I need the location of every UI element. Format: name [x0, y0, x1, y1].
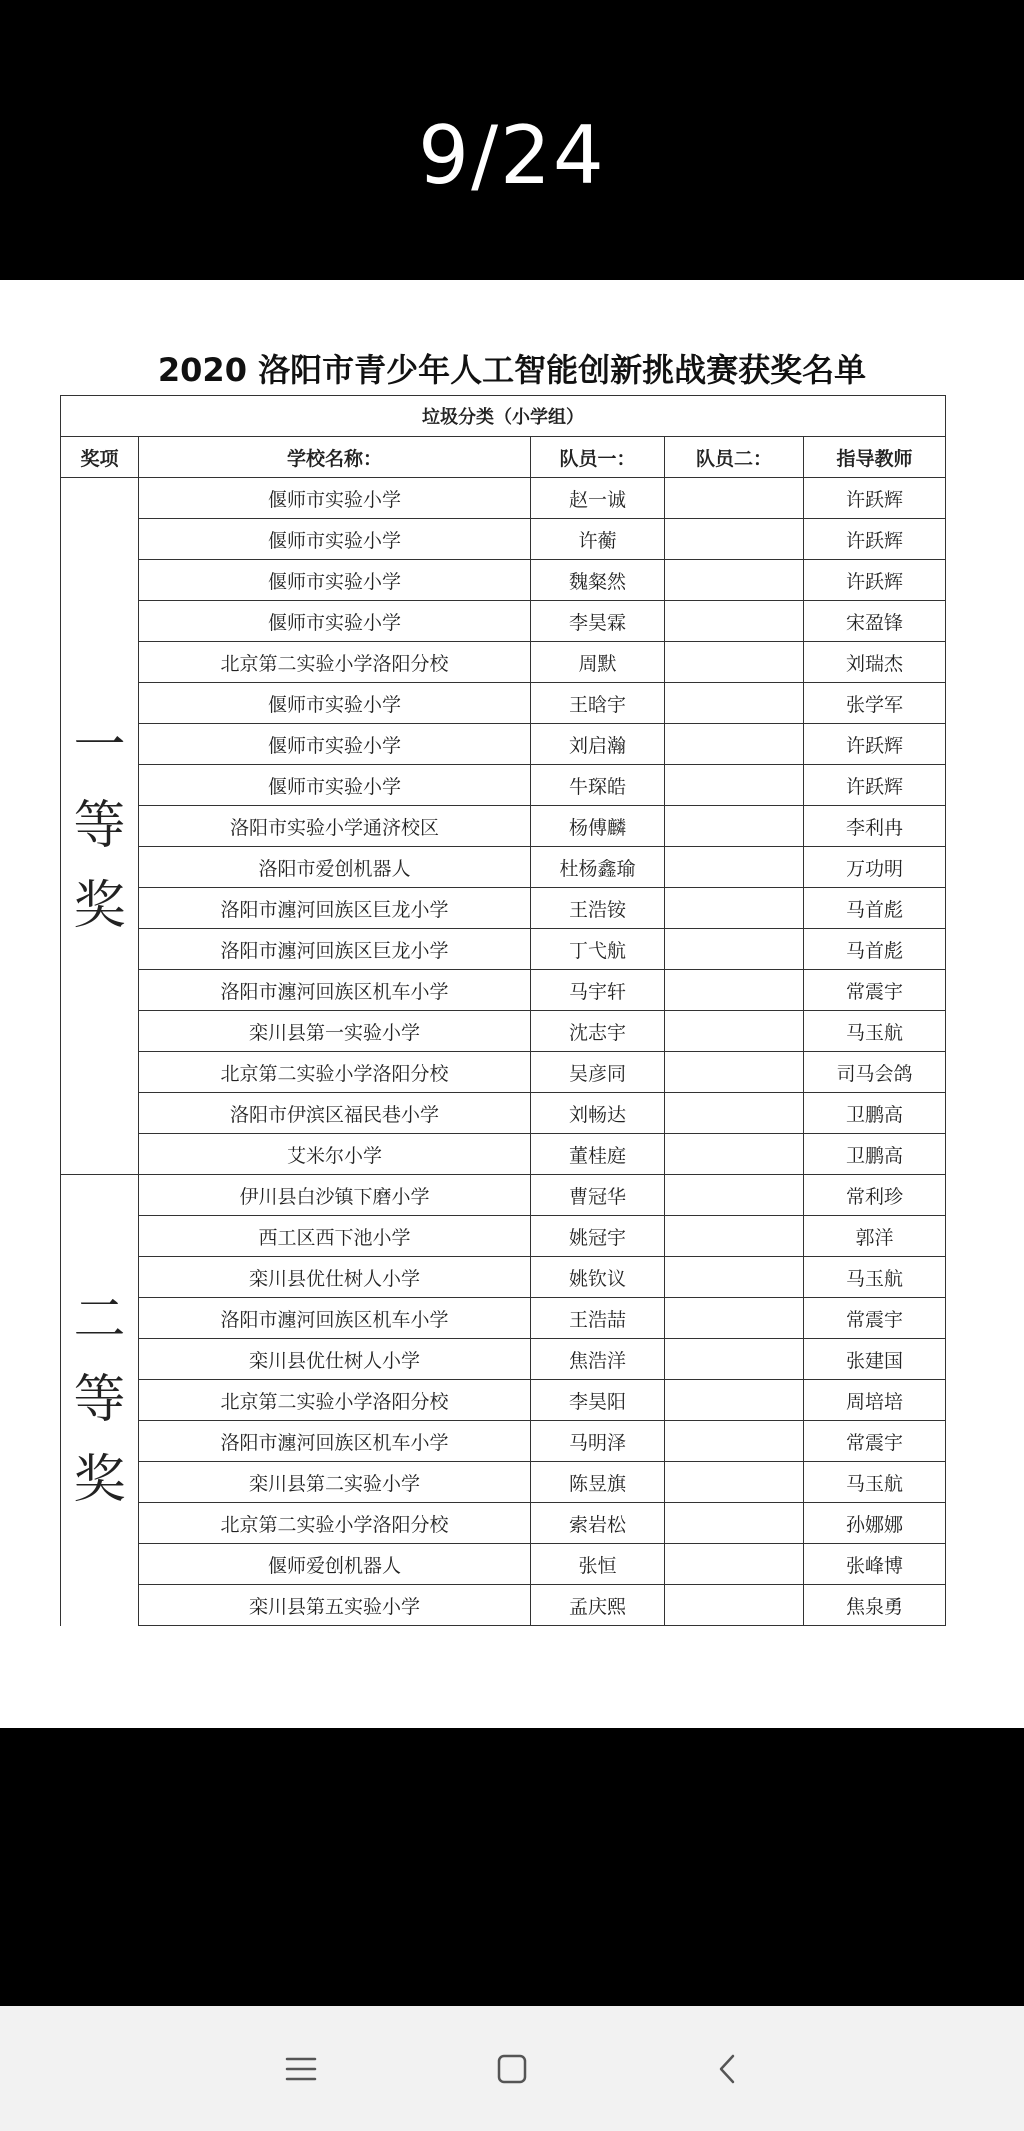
- member2-cell: [665, 1462, 804, 1503]
- table-row: [61, 642, 946, 683]
- teacher-cell: 李利冉: [804, 806, 946, 847]
- teacher-cell: 常震宇: [804, 1298, 946, 1339]
- page-counter: 9/24: [418, 109, 606, 202]
- school-cell: 艾米尔小学: [139, 1134, 531, 1175]
- table-row: [61, 683, 946, 724]
- member1-cell: 马明泽: [531, 1421, 665, 1462]
- teacher-cell: 张峰博: [804, 1544, 946, 1585]
- member1-cell: 牛琛皓: [531, 765, 665, 806]
- category-header: 垃圾分类（小学组）: [61, 396, 946, 437]
- teacher-cell: 周培培: [804, 1380, 946, 1421]
- teacher-cell: 许跃辉: [804, 478, 946, 519]
- member2-cell: [665, 1339, 804, 1380]
- table-row: [61, 560, 946, 601]
- member2-cell: [665, 847, 804, 888]
- member1-cell: 李昊阳: [531, 1380, 665, 1421]
- navigation-bar: [0, 2006, 1024, 2131]
- table-row: [61, 970, 946, 1011]
- member1-cell: 焦浩洋: [531, 1339, 665, 1380]
- table-row: [61, 601, 946, 642]
- teacher-cell: 许跃辉: [804, 560, 946, 601]
- member1-cell: 张恒: [531, 1544, 665, 1585]
- member2-cell: [665, 724, 804, 765]
- table-row: [61, 1093, 946, 1134]
- member1-cell: 董桂庭: [531, 1134, 665, 1175]
- teacher-cell: 司马会鸽: [804, 1052, 946, 1093]
- teacher-cell: 孙娜娜: [804, 1503, 946, 1544]
- school-cell: 洛阳市伊滨区福民巷小学: [139, 1093, 531, 1134]
- member2-cell: [665, 888, 804, 929]
- award-level-cell: [61, 478, 139, 1175]
- school-cell: 栾川县优仕树人小学: [139, 1339, 531, 1380]
- member2-cell: [665, 1052, 804, 1093]
- member2-cell: [665, 765, 804, 806]
- member2-cell: [665, 683, 804, 724]
- table-row: [61, 1298, 946, 1339]
- menu-icon[interactable]: [276, 2044, 326, 2094]
- school-cell: 北京第二实验小学洛阳分校: [139, 642, 531, 683]
- table-row: [61, 1011, 946, 1052]
- member2-cell: [665, 1421, 804, 1462]
- table-row: [61, 1216, 946, 1257]
- document-image[interactable]: [0, 280, 1024, 1728]
- column-header: 队员一：: [531, 437, 665, 478]
- table-row: [61, 478, 946, 519]
- member2-cell: [665, 1134, 804, 1175]
- member1-cell: 沈志宇: [531, 1011, 665, 1052]
- school-cell: 偃师市实验小学: [139, 601, 531, 642]
- member1-cell: 曹冠华: [531, 1175, 665, 1216]
- school-cell: 偃师市实验小学: [139, 560, 531, 601]
- table-row: [61, 519, 946, 560]
- table-row: [61, 929, 946, 970]
- school-cell: 洛阳市瀍河回族区机车小学: [139, 1421, 531, 1462]
- teacher-cell: 常震宇: [804, 1421, 946, 1462]
- teacher-cell: 许跃辉: [804, 519, 946, 560]
- teacher-cell: 许跃辉: [804, 724, 946, 765]
- column-header: 队员二：: [665, 437, 804, 478]
- school-cell: 北京第二实验小学洛阳分校: [139, 1052, 531, 1093]
- teacher-cell: 张学军: [804, 683, 946, 724]
- member1-cell: 王浩喆: [531, 1298, 665, 1339]
- table-row: [61, 1175, 946, 1216]
- column-header: 指导教师: [804, 437, 946, 478]
- member1-cell: 刘启瀚: [531, 724, 665, 765]
- teacher-cell: 焦泉勇: [804, 1585, 946, 1626]
- teacher-cell: 马玉航: [804, 1011, 946, 1052]
- member1-cell: 周默: [531, 642, 665, 683]
- back-icon[interactable]: [702, 2044, 752, 2094]
- teacher-cell: 刘瑞杰: [804, 642, 946, 683]
- member1-cell: 刘畅达: [531, 1093, 665, 1134]
- teacher-cell: 常利珍: [804, 1175, 946, 1216]
- school-cell: 洛阳市瀍河回族区机车小学: [139, 970, 531, 1011]
- teacher-cell: 常震宇: [804, 970, 946, 1011]
- member2-cell: [665, 560, 804, 601]
- home-icon[interactable]: [487, 2044, 537, 2094]
- award-table: [60, 395, 946, 1626]
- table-row: [61, 1380, 946, 1421]
- member2-cell: [665, 970, 804, 1011]
- teacher-cell: 马首彪: [804, 929, 946, 970]
- teacher-cell: 万功明: [804, 847, 946, 888]
- member2-cell: [665, 806, 804, 847]
- table-row: [61, 806, 946, 847]
- school-cell: 北京第二实验小学洛阳分校: [139, 1380, 531, 1421]
- member2-cell: [665, 1585, 804, 1626]
- school-cell: 伊川县白沙镇下磨小学: [139, 1175, 531, 1216]
- member1-cell: 姚钦议: [531, 1257, 665, 1298]
- teacher-cell: 马玉航: [804, 1257, 946, 1298]
- member1-cell: 马宇轩: [531, 970, 665, 1011]
- member2-cell: [665, 1175, 804, 1216]
- member1-cell: 王晗宇: [531, 683, 665, 724]
- school-cell: 栾川县第五实验小学: [139, 1585, 531, 1626]
- member2-cell: [665, 1011, 804, 1052]
- viewer-bottom-area: [0, 1728, 1024, 2006]
- teacher-cell: 宋盈锋: [804, 601, 946, 642]
- member1-cell: 赵一诚: [531, 478, 665, 519]
- member2-cell: [665, 1544, 804, 1585]
- member2-cell: [665, 519, 804, 560]
- member2-cell: [665, 642, 804, 683]
- table-row: [61, 1257, 946, 1298]
- school-cell: 洛阳市瀍河回族区巨龙小学: [139, 929, 531, 970]
- award-char: 二: [73, 1290, 126, 1351]
- table-row: [61, 1503, 946, 1544]
- award-char: 奖: [73, 876, 126, 936]
- member2-cell: [665, 1298, 804, 1339]
- school-cell: 偃师市实验小学: [139, 683, 531, 724]
- award-level-cell: [61, 1175, 139, 1626]
- member1-cell: 陈昱旗: [531, 1462, 665, 1503]
- school-cell: 偃师市实验小学: [139, 765, 531, 806]
- teacher-cell: 马玉航: [804, 1462, 946, 1503]
- member2-cell: [665, 601, 804, 642]
- member1-cell: 杜杨鑫瑜: [531, 847, 665, 888]
- table-row: [61, 1544, 946, 1585]
- member1-cell: 李昊霖: [531, 601, 665, 642]
- school-cell: 栾川县优仕树人小学: [139, 1257, 531, 1298]
- school-cell: 偃师市实验小学: [139, 519, 531, 560]
- table-row: [61, 1134, 946, 1175]
- member2-cell: [665, 1380, 804, 1421]
- school-cell: 洛阳市瀍河回族区机车小学: [139, 1298, 531, 1339]
- table-row: [61, 1052, 946, 1093]
- table-row: [61, 765, 946, 806]
- teacher-cell: 卫鹏高: [804, 1134, 946, 1175]
- table-row: [61, 724, 946, 765]
- school-cell: 偃师市实验小学: [139, 478, 531, 519]
- table-row: [61, 1462, 946, 1503]
- member2-cell: [665, 1216, 804, 1257]
- table-row: [61, 847, 946, 888]
- member2-cell: [665, 1093, 804, 1134]
- table-row: [61, 888, 946, 929]
- award-char: 等: [73, 796, 126, 856]
- school-cell: 洛阳市爱创机器人: [139, 847, 531, 888]
- school-cell: 洛阳市瀍河回族区巨龙小学: [139, 888, 531, 929]
- member1-cell: 孟庆熙: [531, 1585, 665, 1626]
- table-row: [61, 1585, 946, 1626]
- teacher-cell: 张建国: [804, 1339, 946, 1380]
- column-header: 学校名称：: [139, 437, 531, 478]
- school-cell: 洛阳市实验小学通济校区: [139, 806, 531, 847]
- school-cell: 栾川县第一实验小学: [139, 1011, 531, 1052]
- school-cell: 西工区西下池小学: [139, 1216, 531, 1257]
- member2-cell: [665, 1257, 804, 1298]
- table-row: [61, 1339, 946, 1380]
- table-row: [61, 1421, 946, 1462]
- teacher-cell: 郭洋: [804, 1216, 946, 1257]
- member2-cell: [665, 1503, 804, 1544]
- viewer-top-bar: [0, 0, 1024, 280]
- teacher-cell: 卫鹏高: [804, 1093, 946, 1134]
- member1-cell: 姚冠宇: [531, 1216, 665, 1257]
- column-header: 奖项: [61, 437, 139, 478]
- member1-cell: 吴彦同: [531, 1052, 665, 1093]
- member2-cell: [665, 929, 804, 970]
- member1-cell: 杨傅麟: [531, 806, 665, 847]
- teacher-cell: 许跃辉: [804, 765, 946, 806]
- member1-cell: 王浩铵: [531, 888, 665, 929]
- member2-cell: [665, 478, 804, 519]
- school-cell: 偃师市实验小学: [139, 724, 531, 765]
- award-char: 奖: [73, 1450, 126, 1511]
- member1-cell: 索岩松: [531, 1503, 665, 1544]
- award-char: 等: [73, 1370, 126, 1431]
- member1-cell: 丁弋航: [531, 929, 665, 970]
- member1-cell: 魏粲然: [531, 560, 665, 601]
- school-cell: 偃师爱创机器人: [139, 1544, 531, 1585]
- member1-cell: 许蘅: [531, 519, 665, 560]
- school-cell: 栾川县第二实验小学: [139, 1462, 531, 1503]
- document-title: 2020 洛阳市青少年人工智能创新挑战赛获奖名单: [157, 351, 867, 389]
- teacher-cell: 马首彪: [804, 888, 946, 929]
- award-char: 一: [73, 716, 126, 776]
- school-cell: 北京第二实验小学洛阳分校: [139, 1503, 531, 1544]
